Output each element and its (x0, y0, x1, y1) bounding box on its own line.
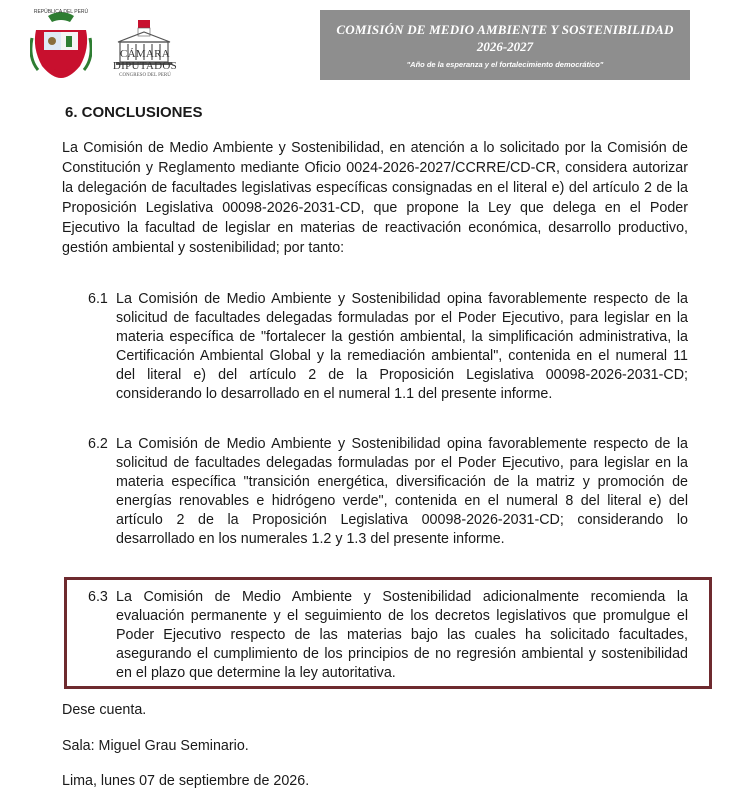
diputados-title: DIPUTADOS (112, 60, 178, 72)
closing-line: Dese cuenta. (62, 702, 147, 718)
closing-line: Lima, lunes 07 de septiembre de 2026. (62, 773, 310, 789)
conclusion-item (88, 435, 688, 549)
banner-motto: "Año de la esperanza y el fortalecimiento democrático" (406, 60, 604, 69)
section-title: 6. CONCLUSIONES (65, 104, 203, 121)
item-number: 6.1 (88, 291, 108, 307)
conclusion-item (88, 290, 688, 404)
conclusion-item-highlighted (88, 588, 688, 683)
peru-coat-of-arms-logo (30, 8, 92, 80)
congreso-subtitle: CONGRESO DEL PERÚ (119, 73, 171, 78)
item-number: 6.2 (88, 436, 108, 452)
item-text: La Comisión de Medio Ambiente y Sostenibilidad opina favorablemente respecto de la solicitud de facultades delegadas formuladas por el Poder Ejecutivo, para legislar en la materia específica "transición energética, diversificación de la matriz y promoción de energías renovables e hidrógeno verde", contenida en el numeral 8 del literal e) del artículo 2 de la Proposición Legislativa 00098-2026-2031-CD; considerando lo desarrollado en los numerales 1.2 y 1.3 del presente informe. (116, 436, 688, 547)
banner-years: 2026-2027 (476, 39, 534, 54)
camara-title: CÁMARA (119, 48, 171, 60)
closing-line: Sala: Miguel Grau Seminario. (62, 738, 249, 754)
item-number: 6.3 (88, 589, 108, 605)
item-text: La Comisión de Medio Ambiente y Sostenibilidad adicionalmente recomienda la evaluación permanente y el seguimiento de los decretos legislativos que promulgue el Poder Ejecutivo respecto de las materias bajo las cuales ha solicitado facultades, asegurando el cumplimiento de los principios de no regresión ambiental y sostenibilidad en el plazo que determine la ley autoritativa. (116, 589, 688, 681)
banner-title: COMISIÓN DE MEDIO AMBIENTE Y SOSTENIBILIDAD (336, 22, 674, 37)
camara-building-icon (108, 4, 180, 84)
commission-banner (320, 10, 690, 80)
item-text: La Comisión de Medio Ambiente y Sostenibilidad opina favorablemente respecto de la solicitud de facultades delegadas formuladas por el Poder Ejecutivo, para legislar en la materia específica de "fortalecer la gestión ambiental, la simplificación administrativa, la Certificación Ambiental Global y la remediación ambiental", contenida en el numeral 11 del literal e) del artículo 2 de la Proposición Legislativa 00098-2026-2031-CD; considerando lo desarrollado en el numeral 1.1 del presente informe. (116, 291, 688, 402)
shield-caption: REPÚBLICA DEL PERÚ (33, 9, 89, 15)
document-header (0, 0, 755, 90)
intro-paragraph: La Comisión de Medio Ambiente y Sostenibilidad, en atención a lo solicitado por la Comisión de Constitución y Reglamento mediante Oficio 0024-2026-2027/CCRRE/CD-CR, considera autorizar la delegación de facultades legislativas específicas consignadas en el literal e) del artículo 2 de la Proposición Legislativa 00098-2026-2031-CD, que propone la Ley que delega en el Poder Ejecutivo la facultad de legislar en materias de reactivación económica, desarrollo productivo, gestión ambiental y sostenibilidad; por tanto: (62, 140, 688, 256)
